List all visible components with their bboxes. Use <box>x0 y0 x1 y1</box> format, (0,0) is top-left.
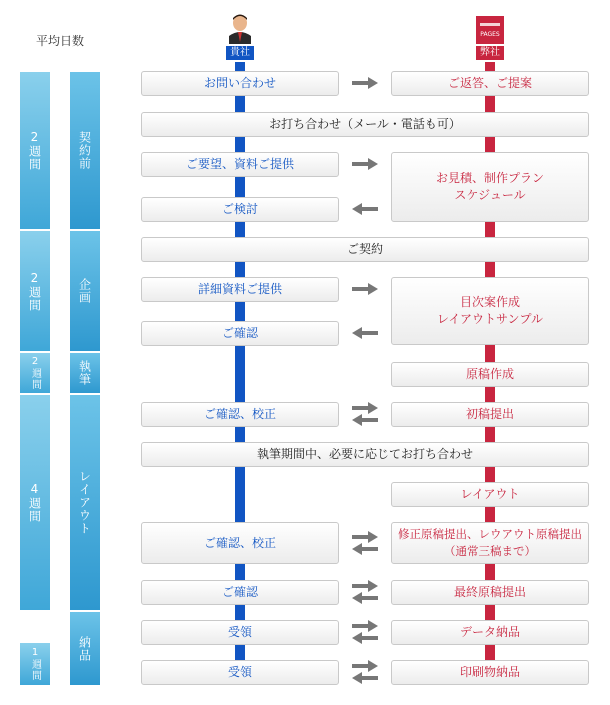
duration-label: 2週間 <box>27 270 42 312</box>
step-data-delivery: データ納品 <box>391 620 589 645</box>
company-label: 弊社 <box>476 46 504 60</box>
arrow-exchange-icon <box>352 620 378 644</box>
toc-line2: レイアウトサンプル <box>437 312 543 326</box>
customer-label: 貴社 <box>226 46 254 60</box>
step-draft: 原稿作成 <box>391 362 589 387</box>
step-toc <box>391 277 589 345</box>
revise-line2: （通常三稿まで） <box>444 544 536 558</box>
step-confirm-proof: ご確認、校正 <box>141 402 339 427</box>
step-inquiry: お問い合わせ <box>141 71 339 96</box>
step-review: ご検討 <box>141 197 339 222</box>
step-writing-meeting: 執筆期間中、必要に応じてお打ち合わせ <box>141 442 589 467</box>
arrow-exchange-icon <box>352 531 378 555</box>
customer-person-icon <box>226 12 254 44</box>
arrow-right-icon <box>352 158 378 170</box>
step-estimate <box>391 152 589 222</box>
step-receive-1: 受領 <box>141 620 339 645</box>
step-contract: ご契約 <box>141 237 589 262</box>
duration-label: 1週間 <box>29 647 41 681</box>
phase-label: 執筆 <box>77 360 92 386</box>
duration-label: 2週間 <box>27 130 42 171</box>
step-meeting: お打ち合わせ（メール・電話も可） <box>141 112 589 137</box>
arrow-right-icon <box>352 77 378 89</box>
phase-segment <box>70 612 100 685</box>
step-reply: ご返答、ご提案 <box>391 71 589 96</box>
phase-segment <box>70 72 100 229</box>
toc-line1: 目次案作成 <box>459 295 520 309</box>
phase-segment <box>70 353 100 393</box>
arrow-right-icon <box>352 283 378 295</box>
company-logo-text: PAGES <box>480 31 500 38</box>
duration-segment <box>20 395 50 610</box>
step-layout: レイアウト <box>391 482 589 507</box>
step-confirm-2: ご確認 <box>141 580 339 605</box>
duration-segment <box>20 72 50 229</box>
phase-segment <box>70 395 100 610</box>
revise-line1: 修正原稿提出、レウアウト原稿提出 <box>398 527 582 541</box>
duration-label: 4週間 <box>27 482 42 523</box>
step-print-delivery: 印刷物納品 <box>391 660 589 685</box>
arrow-exchange-icon <box>352 402 378 426</box>
duration-label: 2週間 <box>29 356 41 390</box>
step-request: ご要望、資料ご提供 <box>141 152 339 177</box>
step-confirm-proof-2: ご確認、校正 <box>141 522 339 564</box>
step-detail: 詳細資料ご提供 <box>141 277 339 302</box>
estimate-line2: スケジュール <box>454 188 526 202</box>
phase-label: 企画 <box>77 278 92 304</box>
step-receive-2: 受領 <box>141 660 339 685</box>
duration-segment <box>20 231 50 351</box>
duration-segment <box>20 643 50 685</box>
duration-segment <box>20 353 50 393</box>
phase-label: 納品 <box>77 635 92 662</box>
arrow-exchange-icon <box>352 580 378 604</box>
phase-label: レイアウト <box>77 470 92 535</box>
company-logo-icon <box>476 16 504 44</box>
average-days-label: 平均日数 <box>35 34 84 48</box>
arrow-left-icon <box>352 327 378 339</box>
arrow-exchange-icon <box>352 660 378 684</box>
phase-segment <box>70 231 100 351</box>
step-first-draft: 初稿提出 <box>391 402 589 427</box>
estimate-line1: お見積、制作プラン <box>435 171 544 185</box>
step-revise <box>391 522 589 564</box>
step-confirm: ご確認 <box>141 321 339 346</box>
phase-label: 契約前 <box>77 131 92 170</box>
arrow-left-icon <box>352 203 378 215</box>
step-final: 最終原稿提出 <box>391 580 589 605</box>
